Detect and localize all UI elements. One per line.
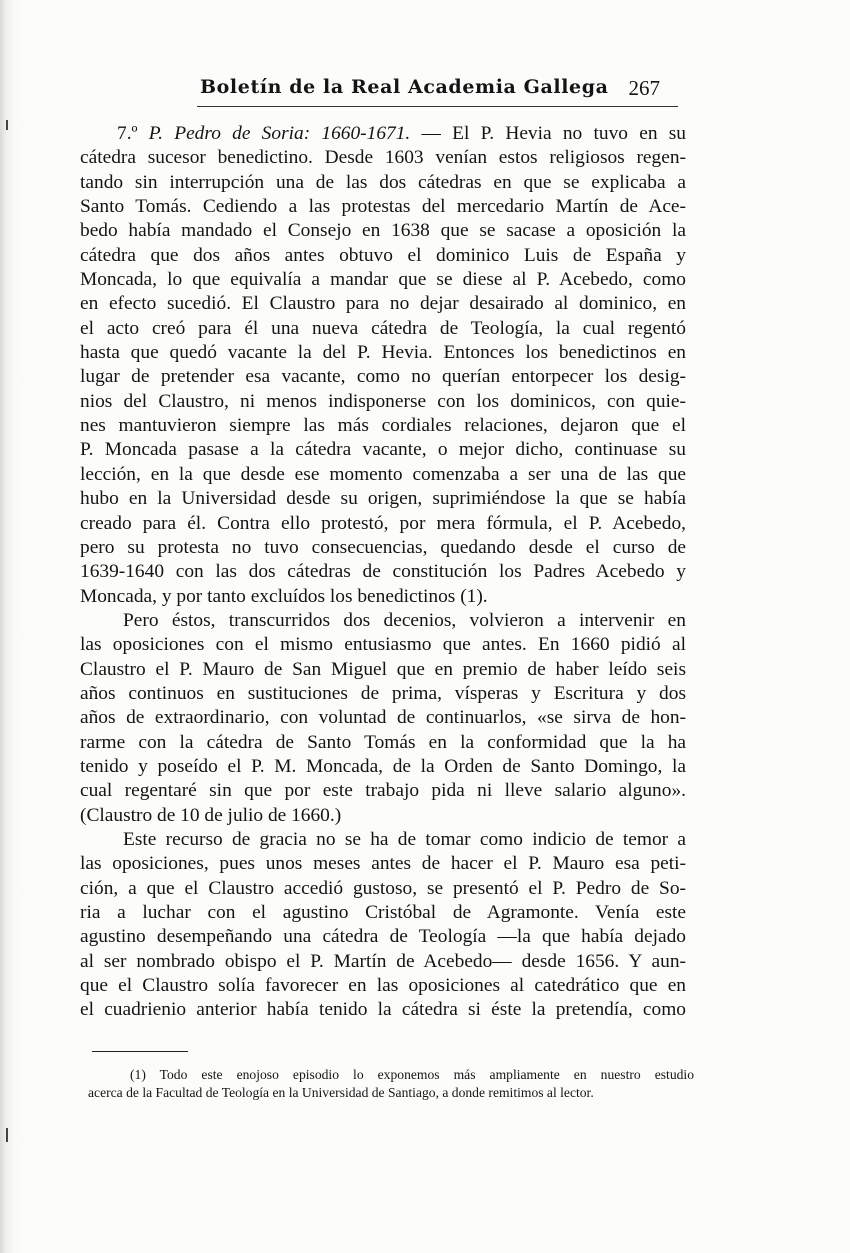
footnote-rule [92, 1051, 188, 1052]
text-line: las oposiciones, pues unos meses antes de hacer el P. Mauro esa peti- [80, 853, 686, 875]
text-line: ria a luchar con el agustino Cristóbal de Agramonte. Venía este [80, 902, 686, 923]
text-line: nios del Claustro, ni menos indisponerse con los dominicos, con quie- [80, 390, 686, 412]
text-line: Moncada, lo que equivalía a mandar que se diese al P. Acebedo, como [80, 269, 686, 291]
text-line: que el Claustro solía favorecer en las oposiciones al catedrático que en [80, 975, 686, 997]
text-line: las oposiciones con el mismo entusiasmo que antes. En 1660 pidió al [80, 634, 686, 656]
text-line: creado para él. Contra ello protestó, por mera fórmula, el P. Acebedo, [80, 512, 686, 534]
body-text [80, 122, 686, 1023]
section-heading: P. Pedro de Soria: 1660-1671. [148, 123, 411, 144]
book-binding-edge [0, 0, 26, 1253]
text-line: tenido y poseído el P. M. Moncada, de la Orden de Santo Domingo, la [80, 755, 686, 777]
text-line: P. Moncada pasase a la cátedra vacante, o mejor dicho, continuase su [80, 439, 686, 461]
running-header [200, 76, 680, 106]
text-line: el cuadrienio anterior había tenido la cátedra si éste la pretendía, como [80, 999, 686, 1021]
text-line: cátedra sucesor benedictino. Desde 1603 venían estos religiosos regen- [80, 147, 686, 169]
text-line: (Claustro de 10 de julio de 1660.) [80, 804, 342, 826]
text-line: al ser nombrado obispo el P. Martín de Acebedo— desde 1656. Y aun- [80, 950, 686, 972]
journal-title: Boletín de la Real Academia Gallega [200, 76, 609, 98]
text-line: nes mantuvieron siempre las más cordiales relaciones, dejaron que el [80, 415, 686, 437]
section-number: 7.º [117, 123, 149, 144]
text-line: cátedra que dos años antes obtuvo el dominico Luis de España y [80, 244, 686, 266]
text-line: en efecto sucedió. El Claustro para no dejar desairado al dominico, en [80, 293, 686, 315]
text-line: ción, a que el Claustro accedió gustoso, se presentó el P. Pedro de So- [80, 877, 686, 899]
text-line [80, 122, 686, 146]
text-line: Santo Tomás. Cediendo a las protestas del mercedario Martín de Ace- [80, 196, 686, 218]
footnotes [88, 1066, 694, 1102]
text-line: cual regentaré sin que por este trabajo pida ni lleve salario alguno». [80, 780, 686, 802]
text-line: lugar de pretender esa vacante, como no querían entorpecer los desig- [80, 366, 686, 388]
text-line: años de extraordinario, con voluntad de continuarlos, «se sirva de hon- [80, 707, 686, 729]
page-number: 267 [628, 76, 660, 100]
text-line: bedo había mandado el Consejo en 1638 que se sacase a oposición la [80, 220, 686, 242]
text-line: hasta que quedó vacante la del P. Hevia. Entonces los benedictinos en [80, 342, 686, 364]
text-line: lección, en la que desde ese momento comenzaba a ser una de las que [80, 463, 686, 485]
text-line: tando sin interrupción una de las dos cátedras en que se explicaba a [80, 171, 686, 193]
text-line: Pero éstos, transcurridos dos decenios, volvieron a intervenir en [123, 609, 686, 631]
binding-mark [6, 120, 8, 130]
binding-mark [6, 1128, 8, 1142]
text-line: rarme con la cátedra de Santo Tomás en la conformidad que la ha [80, 731, 686, 753]
text-line: Este recurso de gracia no se ha de tomar como indicio de temor a [123, 828, 686, 850]
footnote-line: acerca de la Facultad de Teología en la Universidad de Santiago, a donde remitimos al lector. [88, 1085, 594, 1100]
text-line: 1639-1640 con las dos cátedras de constitución los Padres Acebedo y [80, 561, 686, 583]
text-line: hubo en la Universidad desde su origen, suprimiéndose la que se había [80, 488, 686, 510]
text-line: Claustro el P. Mauro de San Miguel que en premio de haber leído seis [80, 658, 686, 680]
text-line: agustino desempeñando una cátedra de Teología —la que había dejado [80, 926, 686, 948]
header-rule [197, 106, 678, 107]
section-text: — El P. Hevia no tuvo en su [410, 123, 686, 144]
text-line: Moncada, y por tanto excluídos los benedictinos (1). [80, 585, 488, 607]
text-line: años continuos en sustituciones de prima, vísperas y Escritura y dos [80, 682, 686, 704]
footnote-line: (1) Todo este enojoso episodio lo exponemos más ampliamente en nuestro estudio [130, 1067, 694, 1082]
text-line: el acto creó para él una nueva cátedra de Teología, la cual regentó [80, 317, 686, 339]
text-line: pero su protesta no tuvo consecuencias, quedando desde el curso de [80, 536, 686, 558]
